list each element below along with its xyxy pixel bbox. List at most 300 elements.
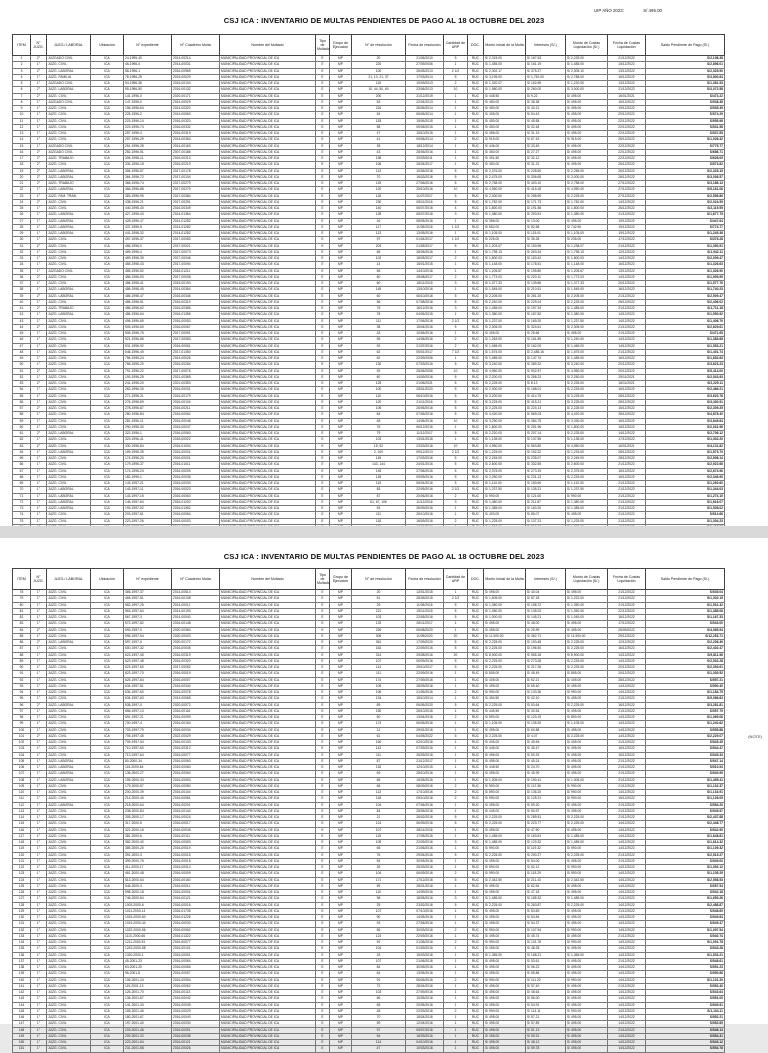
table-cell: MUNICIPALIDAD PROVINCIAL DE ICA (220, 846, 316, 852)
table-cell: MP (330, 596, 352, 602)
table-cell: 107 (352, 958, 406, 964)
table-cell: E (316, 908, 330, 914)
table-cell: 1° (31, 977, 47, 983)
table-cell: ICA (91, 143, 124, 149)
table-cell: S/ 495.00 (566, 802, 608, 808)
table-cell: 2015-00029 (172, 74, 220, 80)
table-cell: E (316, 696, 330, 702)
table-cell: 1 (444, 218, 468, 224)
table-cell: ICA (91, 118, 124, 124)
table-cell: 22/05/2016 (406, 487, 444, 493)
table-cell: ICA (91, 112, 124, 118)
table-cell: 2014-01282 (172, 224, 220, 230)
table-cell: S/ 2,225.00 (566, 56, 608, 62)
table-cell: MP (330, 752, 352, 758)
table-cell: 150 (352, 708, 406, 714)
table-cell: S/ 1,148.00 (566, 262, 608, 268)
table-cell: 1° (31, 846, 47, 852)
table-cell: S/2,206.36 (646, 640, 725, 646)
table-cell: S/ 2,225.00 (566, 658, 608, 664)
table-cell: 314 (352, 652, 406, 658)
table-cell: S/ 445.50 (484, 708, 526, 714)
table-cell: 39 (352, 865, 406, 871)
table-cell: 103 (352, 437, 406, 443)
table-cell: 14/12/2022 (608, 1021, 646, 1027)
table-cell: MUNICIPALIDAD PROVINCIAL DE ICA (220, 249, 316, 255)
table-cell: S/3,649.84 (646, 418, 725, 424)
table-cell: ICA (91, 890, 124, 896)
table-cell: 114 (352, 665, 406, 671)
table-cell: 38 (352, 324, 406, 330)
table-cell: E (316, 833, 330, 839)
table-cell: S/ 1,800.00 (566, 424, 608, 430)
table-cell: 14/12/2022 (608, 902, 646, 908)
table-cell: 21/12/2022 (608, 765, 646, 771)
table-cell: JUZG. CIVIL (47, 443, 91, 449)
table-cell: 21/12/2022 (608, 858, 646, 864)
table-cell: E (316, 615, 330, 621)
table-cell: MUNICIPALIDAD PROVINCIAL DE ICA (220, 393, 316, 399)
table-cell: S/ 445.50 (484, 93, 526, 99)
table-cell: 21/06/2016 (406, 690, 444, 696)
table-cell: MP (330, 518, 352, 524)
table-cell: 14/12/2022 (608, 871, 646, 877)
table-cell: S/ 652.00 (484, 224, 526, 230)
table-cell: JUZGADO CIVIL (47, 149, 91, 155)
table-cell: S/ 197.34 (526, 306, 566, 312)
table-cell: E (316, 418, 330, 424)
table-cell: E (316, 449, 330, 455)
table-cell: 105 (352, 840, 406, 846)
table-cell: 21/12/2022 (608, 596, 646, 602)
table-cell: 2016-00031 (172, 449, 220, 455)
table-cell: MP (330, 915, 352, 921)
table-cell: E (316, 337, 330, 343)
table-cell: 4 (13, 74, 31, 80)
table-cell: ICA (91, 852, 124, 858)
table-cell: 16/12/2022 (608, 99, 646, 105)
table-cell: JUZG. CIVIL (47, 406, 91, 412)
table-cell: MUNICIPALIDAD PROVINCIAL DE ICA (220, 74, 316, 80)
table-cell: 2017-00279 (172, 187, 220, 193)
table-cell: MUNICIPALIDAD PROVINCIAL DE ICA (220, 1027, 316, 1033)
table-cell: 26/06/2014 (406, 106, 444, 112)
table-cell: E (316, 218, 330, 224)
table-cell: 1 (444, 356, 468, 362)
table-cell: E (316, 808, 330, 814)
table-cell: 78 (352, 312, 406, 318)
table-cell: JUZG. CIVIL (47, 746, 91, 752)
table-cell: S/1,167.33 (646, 615, 725, 621)
table-cell: 2020-00171 (172, 93, 220, 99)
column-header: Tipo de Multado (316, 35, 330, 56)
table-cell: MUNICIPALIDAD PROVINCIAL DE ICA (220, 752, 316, 758)
table-cell: 22/12/2022 (608, 131, 646, 137)
table-cell: RUC (468, 374, 484, 380)
table-cell: MUNICIPALIDAD PROVINCIAL DE ICA (220, 965, 316, 971)
table-cell: ICA (91, 81, 124, 87)
table-cell: S/1,401.74 (646, 349, 725, 355)
table-cell: S/ 990.00 (566, 871, 608, 877)
table-cell: JUZG. CIVIL (47, 871, 91, 877)
table-cell: S/1,245.38 (646, 231, 725, 237)
table-cell: 2016-00026 (172, 1046, 220, 1052)
table-cell: S/ 495.00 (566, 958, 608, 964)
table-cell: 43 (13, 318, 31, 324)
table-cell: 17/12/2022 (608, 237, 646, 243)
table-cell: RUC (468, 462, 484, 468)
table-cell: ICA (91, 199, 124, 205)
table-cell: 2016-00077 (172, 752, 220, 758)
table-cell: 14/05/2016 (406, 915, 444, 921)
table-cell: 14/12/2022 (608, 199, 646, 205)
table-cell: RUC (468, 274, 484, 280)
table-cell: 15 (13, 143, 31, 149)
table-cell: ICA (91, 815, 124, 821)
table-cell: 486-1996-64 (124, 312, 172, 318)
table-cell: S/ 2,315.00 (484, 56, 526, 62)
table-cell: 58 (13, 412, 31, 418)
table-cell: RUC (468, 106, 484, 112)
table-cell: 486-1996-62 (124, 306, 172, 312)
table-cell: JUZG. CIVIL (47, 1033, 91, 1039)
table-cell: 138 (13, 965, 31, 971)
table-cell: S/ 1,485.00 (484, 896, 526, 902)
table-cell: 2016-00063 (172, 840, 220, 846)
table-cell: 2° (31, 174, 47, 180)
table-cell: 441-1996-32 (124, 231, 172, 237)
table-cell: 2° (31, 324, 47, 330)
table-cell: ICA (91, 846, 124, 852)
table-cell: S/ 1,350.00 (566, 608, 608, 614)
table-cell: MP (330, 368, 352, 374)
table-cell: RUC (468, 990, 484, 996)
table-cell: MUNICIPALIDAD PROVINCIAL DE ICA (220, 708, 316, 714)
table-cell: S/ 1,485.00 (484, 833, 526, 839)
table-cell: 2° (31, 406, 47, 412)
table-cell: S/ 263.87 (526, 902, 566, 908)
table-cell: MP (330, 393, 352, 399)
table-cell: 625-1997-84 (124, 677, 172, 683)
table-cell: MP (330, 256, 352, 262)
table-cell: S/ 256.23 (526, 374, 566, 380)
table-cell: JUZG. LABORAL (47, 87, 91, 93)
table-cell: 21/12/2022 (608, 696, 646, 702)
table-cell: E (316, 990, 330, 996)
table-cell: S/2,543.93 (646, 374, 725, 380)
table-cell: ICA (91, 965, 124, 971)
table-cell: 1° (31, 890, 47, 896)
column-header: N° de resolución (352, 35, 406, 56)
table-cell: RUC (468, 896, 484, 902)
table-cell: 1° (31, 437, 47, 443)
table-cell: MP (330, 827, 352, 833)
table-cell: RUC (468, 977, 484, 983)
table-cell: 2016-00077 (172, 940, 220, 946)
table-cell: MUNICIPALIDAD PROVINCIAL DE ICA (220, 512, 316, 518)
table-cell: S/1,495.41 (646, 777, 725, 783)
table-cell: S/ 2,300.00 (484, 193, 526, 199)
table-cell: JUZG. CIVIL (47, 683, 91, 689)
column-header: Fecha de resolución (406, 35, 444, 56)
table-cell: S/ 168.21 (526, 952, 566, 958)
table-cell: 79 (352, 431, 406, 437)
table-cell: 28/12/2022 (608, 449, 646, 455)
table-cell: ICA (91, 56, 124, 62)
table-cell: S/ 3,290.00 (484, 418, 526, 424)
table-cell: 2017-00076 (172, 368, 220, 374)
table-cell: 2016-00969 (172, 68, 220, 74)
table-cell: S/ 101.78 (526, 940, 566, 946)
table-cell: S/ 495.00 (566, 946, 608, 952)
table-cell: RUC (468, 765, 484, 771)
table-cell: 1° (31, 746, 47, 752)
table-cell: E (316, 468, 330, 474)
table-cell: 5 (444, 293, 468, 299)
table-cell: 1 (444, 958, 468, 964)
table-cell: 1 (444, 124, 468, 130)
table-cell: 136-2000-27 (124, 771, 172, 777)
table-cell: ICA (91, 602, 124, 608)
table-cell: 1° (31, 633, 47, 639)
table-cell: 124 (352, 933, 406, 939)
table-cell: S/ 3,225.00 (566, 393, 608, 399)
table-cell: 125-2001-70 (124, 990, 172, 996)
table-cell: 2016-00030 (172, 921, 220, 927)
table-cell: 262-1996-30 (124, 387, 172, 393)
table-cell: E (316, 212, 330, 218)
table-cell: MP (330, 846, 352, 852)
table-cell: 282-1996-51 (124, 149, 172, 155)
table-cell: S/ 990.00 (484, 940, 526, 946)
table-cell: JUZG. LABORAL (47, 771, 91, 777)
table-cell: RUC (468, 665, 484, 671)
table-cell: S/ 136.20 (526, 790, 566, 796)
table-cell: E (316, 518, 330, 524)
table-cell: MUNICIPALIDAD PROVINCIAL DE ICA (220, 87, 316, 93)
table-cell: 2° (31, 199, 47, 205)
table-cell: ICA (91, 393, 124, 399)
table-cell: 2 (444, 343, 468, 349)
table-cell: 13/10/2016 (406, 287, 444, 293)
table-cell: 179-2000-57 (124, 783, 172, 789)
table-cell: RUC (468, 902, 484, 908)
table-cell: 2017-00104 (172, 174, 220, 180)
table-cell: S/1,350.91 (646, 243, 725, 249)
table-cell: 46-1996-0 (124, 62, 172, 68)
table-cell: S/1,650.26 (646, 896, 725, 902)
table-cell: 1019-2000-44 (124, 921, 172, 927)
table-cell: 5 (444, 665, 468, 671)
table-cell: 14/12/2022 (608, 821, 646, 827)
table-cell: 25/08/2016 (406, 652, 444, 658)
table-cell: E (316, 487, 330, 493)
table-cell: S/ 32.48 (526, 124, 566, 130)
table-cell: 107 (352, 658, 406, 664)
column-header: ITEM (13, 35, 31, 56)
table-cell: S/ 217.26 (526, 665, 566, 671)
table-cell: 5 (444, 456, 468, 462)
table-cell: MUNICIPALIDAD PROVINCIAL DE ICA (220, 412, 316, 418)
table-cell: S/543.28 (646, 946, 725, 952)
table-cell: 306-1996-11 (124, 156, 172, 162)
table-cell: MP (330, 971, 352, 977)
table-cell: S/ 2,225.00 (566, 431, 608, 437)
table-cell: S/ 495.00 (566, 996, 608, 1002)
table-cell: 334-1996-18 (124, 162, 172, 168)
table-cell: 2016-00048 (172, 418, 220, 424)
table-cell: 08/07/2016 (406, 212, 444, 218)
table-cell: 5 (444, 243, 468, 249)
table-cell: MP (330, 1002, 352, 1008)
table-cell: S/ 2,300.00 (484, 387, 526, 393)
column-header: Fecha de resolución (406, 569, 444, 590)
table-cell: 129 (13, 908, 31, 914)
table-cell: 1 (444, 990, 468, 996)
table-cell: 52 (13, 374, 31, 380)
table-cell: S/ 4,420.00 (566, 412, 608, 418)
table-cell: RUC (468, 1008, 484, 1014)
table-cell: S/ 1,237.00 (484, 318, 526, 324)
table-cell: JUZG. CIVIL (47, 627, 91, 633)
table-cell: 62 (13, 437, 31, 443)
table-cell: S/ 51.13 (526, 1027, 566, 1033)
table-cell: MUNICIPALIDAD PROVINCIAL DE ICA (220, 977, 316, 983)
table-cell: 1° (31, 933, 47, 939)
table-cell: S/ 1,485.00 (484, 306, 526, 312)
table-cell: 28/04/2016 (406, 983, 444, 989)
table-cell: S/2,674.96 (646, 468, 725, 474)
table-cell: E (316, 499, 330, 505)
table-cell: E (316, 362, 330, 368)
table-cell: S/ 48.12 (526, 1040, 566, 1046)
table-cell: MUNICIPALIDAD PROVINCIAL DE ICA (220, 940, 316, 946)
table-cell: 2016-00201 (172, 802, 220, 808)
table-cell: 563-1997-64 (124, 608, 172, 614)
table-cell: 1° (31, 237, 47, 243)
table-cell: 2 (444, 256, 468, 262)
table-cell: ICA (91, 596, 124, 602)
table-cell: S/ 2,250.00 (484, 474, 526, 480)
table-cell: S/ 495.00 (566, 683, 608, 689)
table-cell: 1° (31, 996, 47, 1002)
table-cell: S/ 2,342.50 (484, 877, 526, 883)
table-cell: S/3,036.57 (646, 174, 725, 180)
table-cell: 2016-00332 (172, 124, 220, 130)
table-cell: MUNICIPALIDAD PROVINCIAL DE ICA (220, 765, 316, 771)
table-cell: 1° (31, 224, 47, 230)
table-cell: 1° (31, 493, 47, 499)
table-cell: 16 (13, 149, 31, 155)
table-cell: RUC (468, 324, 484, 330)
table-cell: E (316, 249, 330, 255)
table-cell: S/ 1,485.00 (484, 62, 526, 68)
table-cell: ICA (91, 896, 124, 902)
table-cell: S/ 495.00 (566, 921, 608, 927)
table-cell: 26/12/2022 (608, 137, 646, 143)
table-cell: S/ 45.58 (526, 118, 566, 124)
table-cell: S/ 990.00 (566, 790, 608, 796)
table-cell: JUZG. CIVIL (47, 137, 91, 143)
table-cell: 562-1997-25 (124, 602, 172, 608)
table-cell: 16/12/2022 (608, 752, 646, 758)
table-cell: 54 (13, 387, 31, 393)
table-cell: S/ 25.99 (526, 627, 566, 633)
table-cell: S/ 495.00 (566, 627, 608, 633)
table-cell: 11/05/2016 (406, 224, 444, 230)
column-header: N° de resolución (352, 569, 406, 590)
table-cell: S/ 1,105.00 (484, 231, 526, 237)
table-cell: RUC (468, 218, 484, 224)
table-cell: 21/06/2016 (406, 958, 444, 964)
table-cell: 1° (31, 62, 47, 68)
table-cell: ICA (91, 1002, 124, 1008)
table-cell: JUZG. CIVIL (47, 783, 91, 789)
table-cell: 2016-00062 (172, 983, 220, 989)
table-cell: E (316, 331, 330, 337)
table-cell: ICA (91, 387, 124, 393)
table-cell: S/ 53.69 (526, 908, 566, 914)
table-cell: MP (330, 746, 352, 752)
table-cell: 1° (31, 481, 47, 487)
table-cell: S/5,086.63 (646, 696, 725, 702)
table-cell: 60 (13, 424, 31, 430)
table-cell: ICA (91, 990, 124, 996)
table-cell: 26/09/2016 (406, 752, 444, 758)
table-cell: S/ 1,752.00 (526, 74, 566, 80)
table-cell: RUC (468, 1046, 484, 1052)
table-cell: ICA (91, 262, 124, 268)
table-cell: S/ 1,798.13 (484, 249, 526, 255)
table-cell: 5 (444, 174, 468, 180)
table-cell: 28 (13, 224, 31, 230)
table-cell: ICA (91, 1027, 124, 1033)
table-cell: E (316, 118, 330, 124)
table-cell: S/1,677.75 (646, 212, 725, 218)
table-cell: 14/12/2022 (608, 312, 646, 318)
table-cell: 12/04/2016 (406, 1021, 444, 1027)
table-cell: MUNICIPALIDAD PROVINCIAL DE ICA (220, 596, 316, 602)
table-cell: S/ 260.00 (526, 87, 566, 93)
table-cell: JUZG. CIVIL (47, 852, 91, 858)
table-cell: 103 (13, 746, 31, 752)
table-cell: S/ 178.51 (526, 262, 566, 268)
table-cell: RUC (468, 56, 484, 62)
table-cell: 41 (352, 137, 406, 143)
table-cell: MP (330, 156, 352, 162)
table-cell: S/ 4,950.00 (484, 368, 526, 374)
table-cell: 2016-00101 (172, 946, 220, 952)
table-cell: 100 (352, 68, 406, 74)
table-cell: 225-1996-2 (124, 112, 172, 118)
table-cell: S/1,240.62 (646, 721, 725, 727)
table-cell: S/ 450.00 (484, 118, 526, 124)
table-cell: S/ 495.00 (566, 131, 608, 137)
table-cell: 2020-00003 (172, 633, 220, 639)
table-cell: ICA (91, 237, 124, 243)
table-cell: MP (330, 802, 352, 808)
table-cell: MUNICIPALIDAD PROVINCIAL DE ICA (220, 840, 316, 846)
table-cell: 2016-00104 (172, 81, 220, 87)
table-cell: S/ 495.00 (566, 1021, 608, 1027)
table-cell: JUZG. CIVIL (47, 652, 91, 658)
table-cell: 2017-00178 (172, 168, 220, 174)
table-cell: ICA (91, 840, 124, 846)
table-cell: 2016-00001 (172, 456, 220, 462)
table-cell: RUC (468, 74, 484, 80)
table-cell: MP (330, 187, 352, 193)
table-cell: 1 (444, 118, 468, 124)
